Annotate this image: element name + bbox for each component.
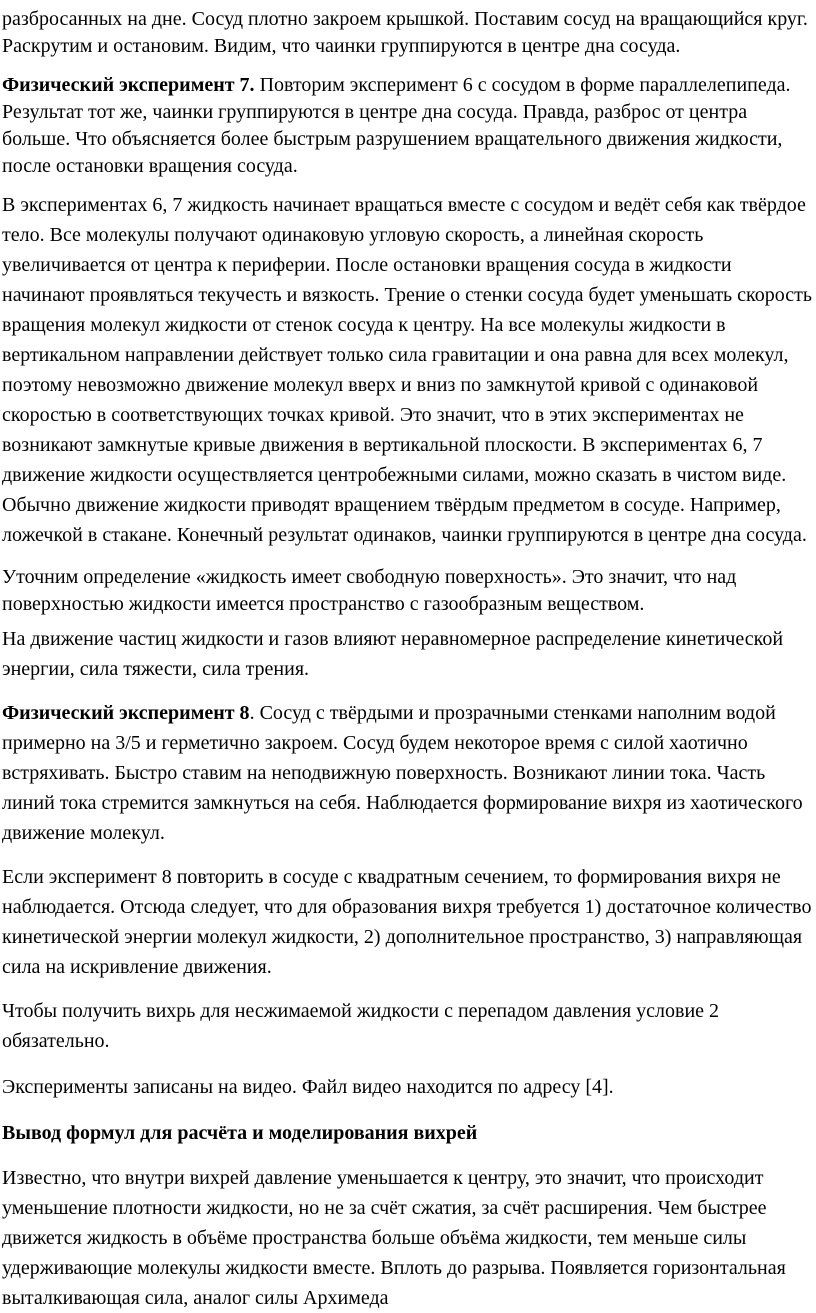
paragraph-4-text: Уточним определение «жидкость имеет свободную поверхность». Это значит, что над поверхностью жидкости имеется пространство с газообразным веществом. xyxy=(2,566,737,615)
paragraph-5-text: На движение частиц жидкости и газов влияют неравномерное распределение кинетической энергии, сила тяжести, сила трения. xyxy=(2,628,784,680)
paragraph-8 xyxy=(2,996,814,1056)
section-heading xyxy=(2,1120,814,1147)
paragraph-3 xyxy=(2,190,814,550)
paragraph-7-text: Если эксперимент 8 повторить в сосуде с квадратным сечением, то формирования вихря не наблюдается. Отсюда следует, что для образования вихря требуется 1) достаточное количество кинетической энергии молекул жидкости, 2) дополнительное пространство, 3) направляющая сила на искривление движения. xyxy=(2,866,812,978)
experiment-8-text: . Сосуд с твёрдыми и прозрачными стенками наполним водой примерно на 3/5 и герметично закроем. Сосуд будем некоторое время с силой хаотично встряхивать. Быстро ставим на неподвижную поверхность. Возникают линии тока. Часть линий тока стремится замкнуться на себя. Наблюдается формирование вихря из хаотического движение молекул. xyxy=(2,702,803,844)
paragraph-9 xyxy=(2,1072,814,1102)
paragraph-experiment-7 xyxy=(2,72,814,180)
paragraph-4 xyxy=(2,564,814,618)
paragraph-10-text: Известно, что внутри вихрей давление уменьшается к центру, это значит, что происходит уменьшение плотности жидкости, но не за счёт сжатия, за счёт расширения. Чем быстрее движется жидкость в объёме пространства больше объёма жидкости, тем меньше силы удерживающие молекулы жидкости вместе. Вплоть до разрыва. Появляется горизонтальная выталкивающая сила, аналог силы Архимеда xyxy=(2,1167,786,1309)
paragraph-9-text: Эксперименты записаны на видео. Файл видео находится по адресу [4]. xyxy=(2,1076,614,1098)
experiment-8-label: Физический эксперимент 8 xyxy=(2,702,250,724)
experiment-7-text: Повторим эксперимент 6 с сосудом в форме параллелепипеда. Результат тот же, чаинки группируются в центре дна сосуда. Правда, разброс от центра больше. Что объясняется более быстрым разрушением вращательного движения жидкости, после остановки вращения сосуда. xyxy=(2,74,791,177)
paragraph-1 xyxy=(2,6,814,60)
section-heading-text: Вывод формул для расчёта и моделирования вихрей xyxy=(2,1122,478,1144)
paragraph-1-text: разбросанных на дне. Сосуд плотно закроем крышкой. Поставим сосуд на вращающийся круг. Раскрутим и остановим. Видим, что чаинки группируются в центре дна сосуда. xyxy=(2,8,808,57)
paragraph-5 xyxy=(2,624,814,684)
paragraph-8-text: Чтобы получить вихрь для несжимаемой жидкости с перепадом давления условие 2 обязательно. xyxy=(2,1000,720,1052)
paragraph-experiment-8 xyxy=(2,698,814,848)
paragraph-10 xyxy=(2,1163,814,1313)
paragraph-7 xyxy=(2,862,814,982)
experiment-7-label: Физический эксперимент 7. xyxy=(2,74,255,96)
paragraph-3-text: В экспериментах 6, 7 жидкость начинает вращаться вместе с сосудом и ведёт себя как твёрдое тело. Все молекулы получают одинаковую угловую скорость, а линейная скорость увеличивается от центра к периферии. После остановки вращения сосуда в жидкости начинают проявляться текучесть и вязкость. Трение о стенки сосуда будет уменьшать скорость вращения молекул жидкости от стенок сосуда к центру. На все молекулы жидкости в вертикальном направлении действует только сила гравитации и она равна для всех молекул, поэтому невозможно движение молекул вверх и вниз по замкнутой кривой с одинаковой скоростью в соответствующих точках кривой. Это значит, что в этих экспериментах не возникают замкнутые кривые движения в вертикальной плоскости. В экспериментах 6, 7 движение жидкости осуществляется центробежными силами, можно сказать в чистом виде. Обычно движение жидкости приводят вращением твёрдым предметом в сосуде. Например, ложечкой в стакане. Конечный результат одинаков, чаинки группируются в центре дна сосуда. xyxy=(2,194,812,546)
